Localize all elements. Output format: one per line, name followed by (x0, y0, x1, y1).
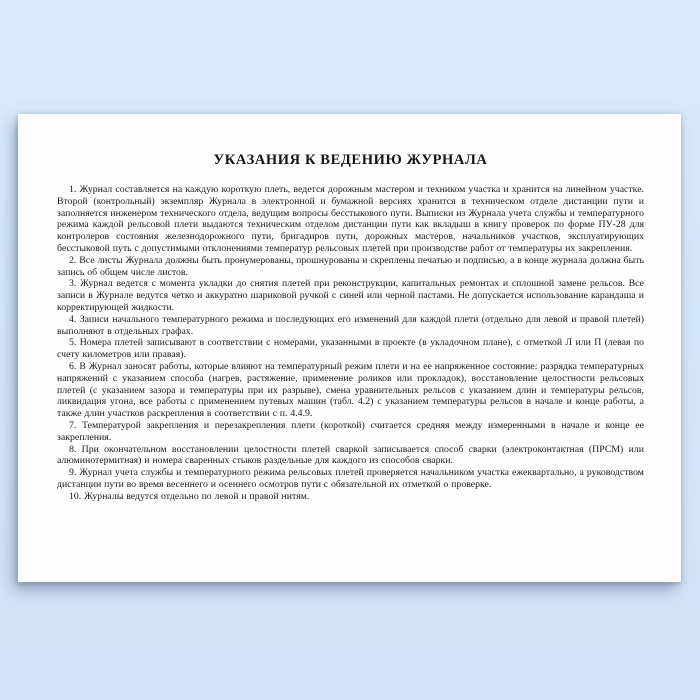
instruction-paragraph-10: 10. Журналы ведутся отдельно по левой и правой нитям. (69, 490, 310, 502)
document-page (18, 114, 681, 582)
instruction-paragraph-6: 6. В Журнал заносят работы, которые влияют на температурный режим плети и на ее напряженное состояние: разрядка температурных напряжений с указанием способа (нагрев, растяжение, применение роликов или прокладок), восстановление целостности рельсовых плетей (с указанием зазора и температуры при их разрыве), смена уравнительных рельсов с указанием длин и температуры рельсов, ликвидация угона, все работы с применением путевых машин (табл. 4.2) с указанием температуры рельсов в начале и конце работы, а также длин участков раскрепления в соответствии с п. 4.4.9. (57, 360, 644, 420)
instruction-paragraph-9: 9. Журнал учета службы и температурного режима рельсовых плетей проверяется начальником участка ежеквартально, а руководством дистанции пути во время весеннего и осеннего осмотров пути с обязательной их отметкой о проверке. (57, 467, 644, 490)
instruction-paragraph-4: 4. Записи начального температурного режима и последующих его изменений для каждой плети (отдельно для левой и правой плетей) выполняют в отдельных графах. (57, 313, 644, 337)
instruction-paragraph-8: 8. При окончательном восстановлении целостности плетей сваркой записывается способ сварки (электроконтактная (ПРСМ) или алюминотермитная) и номера сваренных стыков раздельные для каждого из способов сварки. (57, 443, 644, 467)
document-body (57, 184, 644, 503)
instruction-paragraph-5: 5. Номера плетей записывают в соответствии с номерами, указанными в проекте (в укладочном плане), с отметкой Л или П (левая по счету километров или правая). (57, 337, 644, 361)
instruction-paragraph-3: 3. Журнал ведется с момента укладки до снятия плетей при реконструкции, капитальных ремонтах и сплошной замене рельсов. Все записи в Журнале ведутся четко и аккуратно шариковой ручкой с синей или черной пастами. Не допускается использование карандаша и корректирующей жидкости. (57, 278, 644, 313)
instruction-paragraph-7: 7. Температурой закрепления и перезакрепления плети (короткой) считается средняя между измеренными в начале и конце ее закрепления. (57, 419, 644, 443)
document-title: УКАЗАНИЯ К ВЕДЕНИЮ ЖУРНАЛА (213, 152, 488, 168)
instruction-paragraph-1: 1. Журнал составляется на каждую короткую плеть, ведется дорожным мастером и техником участка и хранится на линейном участке. Второй (контрольный) экземпляр Журнала в электронной и бумажной версиях хранится в техническом отделе дистанции пути и заполняется инженером технического отдела, ведущим вопросы бесстыкового пути. Выписки из Журнала учета службы и температурного режима каждой рельсовой плети выдаются техническим отделом дистанции пути как вкладыш в книгу проверок по форме ПУ-28 для контролеров состояния железнодорожного пути, бригадиров пути, дорожных мастеров, начальников участков, эксплуатирующих бесстыковой путь с допустимыми отклонениями температур рельсовых плетей при производстве работ от температуры их закрепления. (57, 184, 644, 254)
instruction-paragraph-2: 2. Все листы Журнала должны быть пронумерованы, прошнурованы и скреплены печатью и подписью, а в конце журнала должна быть запись об общем числе листов. (57, 254, 644, 278)
